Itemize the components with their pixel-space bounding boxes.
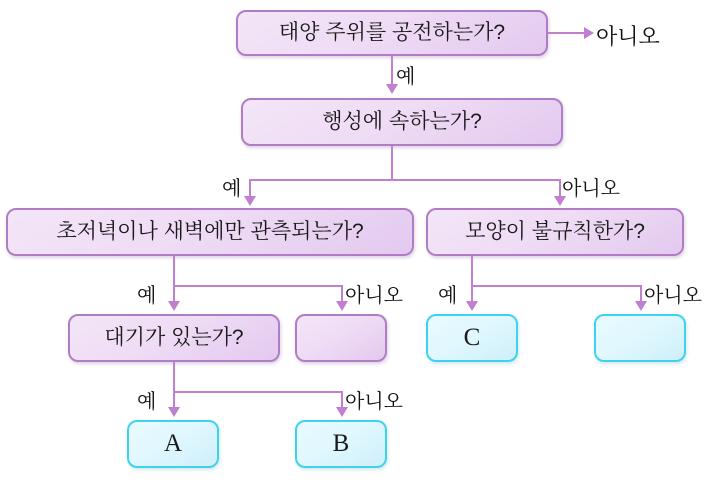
node-q3-label: 초저녁이나 새벽에만 관측되는가? [56,220,364,244]
edge-q1-no-line [548,32,586,34]
edge-q1-no-arrow [584,27,594,39]
edge-q2-bus [249,179,561,181]
node-q5[interactable] [68,314,280,362]
node-q1[interactable] [236,10,548,56]
edge-q2-q3-label: 예 [222,178,242,200]
edge-q5-ansB-label: 아니오 [345,391,403,413]
edge-q3-stem [173,256,175,286]
edge-q2-stem [391,146,393,180]
node-answer-a[interactable] [127,420,219,468]
edge-q5-stem [173,362,175,392]
node-q2[interactable] [241,98,563,146]
node-q4-label: 모양이 불규칙한가? [465,220,645,244]
edge-q3-blank1-label: 아니오 [345,285,403,307]
edge-q4-ansC-label: 예 [438,285,458,307]
edge-q3-q5-label: 예 [137,285,157,307]
node-blank1[interactable] [295,314,387,362]
node-blank2[interactable] [594,314,686,362]
node-answer-c[interactable] [426,314,518,362]
node-q5-label: 대기가 있는가? [104,326,244,350]
node-answer-a-label: A [163,430,183,458]
edge-q4-ansC-arrow [466,301,478,311]
node-q4[interactable] [426,208,684,256]
node-q3[interactable] [6,208,414,256]
edge-q1-no-terminal-label: 아니오 [596,24,660,49]
edge-q5-bus [173,391,342,393]
edge-q2-q4-label: 아니오 [562,178,620,200]
edge-q4-bus [471,285,641,287]
edge-q5-ansA-label: 예 [137,391,157,413]
node-answer-c-label: C [463,324,481,352]
edge-q4-blank2-label: 아니오 [644,285,702,307]
node-q1-label: 태양 주위를 공전하는가? [278,21,506,45]
node-answer-b-label: B [332,430,350,458]
edge-q2-q3-arrow [244,196,256,206]
edge-q4-stem [471,256,473,286]
edge-q5-ansA-arrow [168,407,180,417]
node-q2-label: 행성에 속하는가? [322,110,482,134]
edge-q3-bus [173,285,342,287]
node-answer-b[interactable] [295,420,387,468]
edge-q3-q5-arrow [168,301,180,311]
edge-q1-q2-label: 예 [396,66,416,88]
